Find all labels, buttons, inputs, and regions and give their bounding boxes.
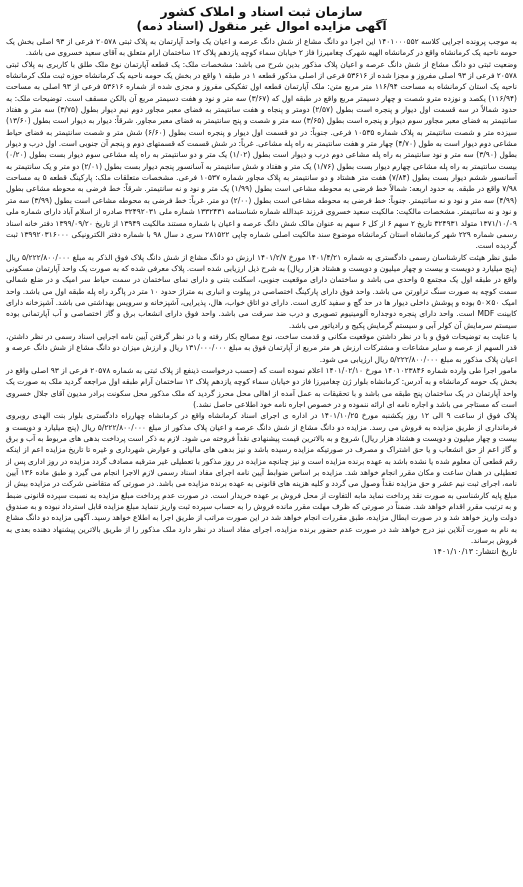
paragraph-case-intro: به موجب پرونده اجرایی کلاسه ۱۴۰۱۰۰۰۵۵۲ این اجرا دو دانگ مشاع از شش دانگ عرصه و اعیان یک واحد آپارتمان به پلاک ثبتی ۲۰۵۷۸ فرعی از ۹۳ اصلی بخش یک حومه ناحیه یک کرمانشاه واقع در کرمانشاه الهیه شهرک چغامیرزا فاز ۲ خیابان سماء کوچه یازدهم پلاک ۱۲ ساختمان ارام متعلق به آقای سعید خسروی می باشد. bbox=[6, 37, 518, 58]
publication-date: تاریخ انتشار: ۱۴۰۱/۱۰/۱۳ bbox=[433, 547, 517, 557]
paragraph-registration-status: وضعیت ثبتی دو دانگ مشاع از شش دانگ عرصه و اعیان پلاک مذکور بدین شرح می باشد: مشخصات ملک: یک قطعه آپارتمان نوع ملک طلق با کاربری به پلاک ثبتی ۲۰۵۷۸ فرعی از ۹۳ اصلی مفروز و مجزا شده از ۵۳۶۱۶ فرعی از اصلی مذکور قطعه ۱ در طبقه ۱ واقع در بخش یک حومه ناحیه یک کرمانشاه حوزه ثبت ملک کرمانشاه ناحیه یک استان کرمانشاه به مساحت ۱۱۶/۹۴ متر مربع متن: ملک آپارتمان قطعه اول تفکیکی مفروز و مجزی شده از شماره ۵۳۶۱۶ فرعی از ۹۳ اصلی به مساحت (۱۱۶/۹۴) یکصد و نوزده مترو شصت و چهار دسیمتر مربع واقع در طبقه اول که (۳/۶۷) سه متر و نود و هفت دسیمتر مربع آن بالکن مسقف است. توضیحات ملک: به حدود شمالاً در سه قسمت اول دیوار و پنجره است بطول (۲/۵۷) دومتر و پنجاه و هفت سانتیمتر به فضای معبر مجاور دوم نیم دیوار بطول (۳/۷۵) سه متر و هفتاد سانتیمتر به فضای معبر مجاور سوم دیوار و پنجره است بطول (۳/۶۵) سه متر و شصت و پنج سانتیمتر به فضای معبر مجاور. شرقاً: دیوار به دیوار است بطول (۱۳/۶۰) سیزده متر و شصت سانتیمتر به پلاک شماره ۱۰۵۳۵ فرعی. جنوباً: در دو قسمت اول دیوار و پنجره است بطول (۶/۶۰) شش متر و شصت سانتیمتر به فضای حیاط مشاعی دوم دیوار است به طول (۴/۷۰) چهار متر و هفت سانتیمتر به راه پله مشاعی. غرباً: در شش قسمت که قسمتهای دوم و پنجم آن جنوبی است. اول درب و دیوار بطول (۳/۹۰) سه متر و نود سانتیمتر به راه پله مشاعی دوم درب و دیوار است بطول (۱/۰۲) یک متر و دو سانتیمتر به راه پله مشاعی سوم دیوار بست بطول (۰/۲۰) بیست سانتیمتر به راه پله مشاعی چهارم دیوار بست بطول (۱/۷۶) یک متر و هفتاد و شش سانتیمتر به آسانسور پنجم دیوار بست بطول (۲/۰۱) دو متر و یک سانتیمتر به آسانسور ششم دیوار بست بطول (۷/۸۴) هفت متر هشتاد و دو سانتیمتر به پلاک مجاور شماره ۱۰۵۳۷ فرعی. مشخصات متعلقات ملک: پارکینگ قطعه ۵ به مساحت ۷/۹۸ واقع در طبقه. به حدود اربعه: شمالاً خط فرضی به محوطه مشاعی است بطول (۱/۹۹) یک متر و نود و نه سانتیمتر. شرقاً: خط فرضی به محوطه مشاعی بطول (۴/۹۹) سه متر و نود و نه سانتیمتر. جنوباً: خط فرضی به محوطه مشاعی است بطول (۲/۰۰) دو متر. غرباً: خط فرضی به محوطه مشاعی است بطول (۳/۹۹) سه متر و نود و نه سانتیمتر. مشخصات مالکیت: مالکیت سعید خسروی فرزند عبدالله شماره شناسنامه ۱۳۳۲۴۳۱ شماره ملی ۳۲۴۹۲۰۳۱ صادره از اسلام آباد دارای شماره ملی ۱۳۷۱/۱۰/۰۹ متولد ۳۲۴۹۳۱ تاریخ ۲ سهم ۶ از کل ۶ سهم به عنوان مالک شش دانگ عرصه و اعیان با شماره مستند مالکیت ۱۳۹۴۹ از تاریخ ۱۳۹۹/۰۹/۲۰ دفتر خانه اسناد رسمی شماره ۲۲۹ شهر کرمانشاه استان کرمانشاه موضوع سند مالکیت اصلی شماره چاپی ۲۸۱۵۲۲ سری د سال ۹۸ با شماره دفتر الکترونیکی ۱۳۹۹۲۰۳۱۶۰۰۰ ثبت گردیده است. bbox=[6, 59, 518, 251]
paragraph-officer-report: مامور اجرا طی وارده شماره ۱۴۰۱۰۲۳۸۴۶ مورخ ۱۴۰۱/۰۲/۱۰ اعلام نموده است که (حسب درخواست ذینفع از پلاک ثبتی به شماره ۲۰۵۷۸ فرعی از ۹۳ اصلی واقع در بخش یک حومه کرمانشاه و به آدرس: کرمانشاه بلوار ژن چغامیرزا فاز دو خیابان سماء کوچه یازدهم پلاک ۱۲ ساختمان آرام طبقه اول مراجعه گردید ملک به صورت یک واحد آپارتمان در یک ساختمان پنج طبقه می باشد و با تحقیقات به عمل آمده از اهالی محل محرز گردید که ملک مذکور محل سکونت برادر مدیون آقای جلال خسروی است که مستاجر می باشد و اجاره نامه ای ارائه ننموده و در خصوص اجاره نامه خود اطلاعی حاصل نشد.) bbox=[6, 365, 518, 409]
paragraph-expert-valuation: طبق نظر هیئت کارشناسان رسمی دادگستری به شماره ۱۴۰۱/۴/۲۱ مورخ ۱۴۰۱/۲/۷ ارزش دو دانگ مشاع از شش دانگ پلاک فوق الذکر به مبلغ ۵/۲۲۲/۸۰۰/۰۰۰ ریال (پنج میلیارد و دویست و بیست و چهار میلیون و دویست و هشتاد هزار ریال) به شرح ذیل ارزیابی شده است. پلاک معرفی شده که به صورت یک واحد آپارتمان مسکونی واقع در طبقه اول یک مجتمع ۵ واحدی می باشد و ساختمان دارای موقعیت جنوبی، اسکلت بتنی و دارای نمای ساختمان در سمت حیاط سر امیک و در ضلع شمالی سمت کوچه به صورت سنگ تراورتن می باشد. واحد فوق دارای پارکینگ اختصاصی در پیلوت و انباری به متراژ حدود ۱۰ متر در پاگرد راه پله طبقه اول می باشد. واحد امیک ۵۰×۵۰ بوده و پوشش داخلی دیوار ها در حد گچ و سفید کاری است. دارای دو اتاق خواب، هال، پذیرایی، آشپزخانه و سرویس بهداشتی می باشد. آشپزخانه دارای کابینت MDF است. واحد دارای پنجره دوجداره آلومینیوم تصویری و درب ضد سرقت می باشد. واحد فوق دارای انشعاب برق و گاز اختصاصی و آب آپارتمانی بوده سیستم سرمایش آن کولر آبی و سیستم گرمایش پکیج و رادیاتور می باشد. bbox=[6, 252, 517, 330]
paragraph-valuation-conclusion: با عنایت به توضیحات فوق و با در نظر داشتن موقعیت مکانی و قدمت ساخت، نوع مصالح بکار رفته و با در نظر گرفتن آیین نامه اجرایی اسناد رسمی در نظر داشتن، قدر السهم از عرصه و سایر مشاعات و مشترکات ارزش هر متر مربع از آپارتمان فوق به مبلغ ۱۳۱/۰۰۰/۰۰۰ ریال و ارزش میزان دو دانگ مشاع از شش دانگ عرصه و اعیان پلاک مذکور به مبلغ ۵/۲۲۲/۸۰۰/۰۰۰ ریال ارزیابی می شود. bbox=[6, 331, 517, 364]
organization-title: سازمان ثبت اسناد و املاک کشور bbox=[160, 4, 363, 19]
notice-title: آگهی مزایده اموال غیر منقول (اسناد ذمه) bbox=[136, 19, 387, 33]
notice-header bbox=[6, 4, 517, 34]
paragraph-auction-terms: پلاک فوق از ساعت ۹ الی ۱۲ روز یکشنبه مورخ ۱۴۰۱/۱۰/۲۵ در اداره ی اجرای اسناد کرمانشاه واقع در کرمانشاه چهارراه دادگستری بلوار بنت الهدی روبروی فرمانداری از طریق مزایده به فروش می رسد. مزایده دو دانگ مشاع از شش دانگ عرصه و اعیان پلاک مذکور از مبلغ ۵/۲۲۲/۸۰۰/۰۰۰ ریال (پنج میلیارد و دویست و بیست و چهار میلیون و دویست و هشتاد هزار ریال) شروع و به بالاترین قیمت پیشنهادی نقداً فروخته می شود. لازم به ذکر است پرداخت بدهی های مربوط به آب و برق و گاز اعم از حق انشعاب و یا حق اشتراک و مصرف در صورتیکه مزایده رسیده باشد و نیز بدهی های مالیاتی و عوارض شهرداری و غیره تا تاریخ مزایده اعم از اینکه رقم قطعی آن معلوم شده یا نشده باشد به عهده برنده مزایده است و نیز چنانچه مزایده در روز مذکور با تعطیلی غیر مترقبه مصادف گردد مزایده در روز اداری پس از تعطیلی در همان ساعت و مکان مقرر انجام خواهد شد. مزایده بر اساس ضوابط آیین نامه اجرای مفاد اسناد رسمی لازم الاجرا انجام می گیرد و طبق ماده ۱۳۶ آیین نامه، اجرای ثبت نیم عشر و حق مزایده نقداً وصول می گردد و کلیه هزینه های قانونی به عهده برنده مزایده می باشد. در صورتی که متقاضی شرکت در مزایده بیش از مبلغ پایه کارشناسی به صورت نقد پرداخت نماید مابه التفاوت از محل فروش بر عهده خریدار است. در صورت عدم پرداخت مبلغ مزایده به نسبت سپرده قانونی ضبط و به ترتیب مقرر اقدام خواهد شد. ضمناً در صورتی که ظرف مهلت مقرر مانده فروش را به حساب سپرده ثبت واریز ننماید مبلغ مزایده قابل استرداد نبوده و به صندوق دولت واریز خواهد شد و در صورت ابطال مزایده، طبق مقررات انجام خواهد شد در این صورت مراتب از طریق اجرا به اطلاع خواهد رسید. آگهی مزایده دو دانگ مشاع به نام به صورت آنلاین نیز درج خواهد شد در صورت عدم حضور برنده مزایده، اجرای مفاد اسناد در نظر دارد ملک مذکور را از طریق بالاترین پیشنهاد دهنده بعدی به فروش برساند. bbox=[6, 411, 517, 546]
